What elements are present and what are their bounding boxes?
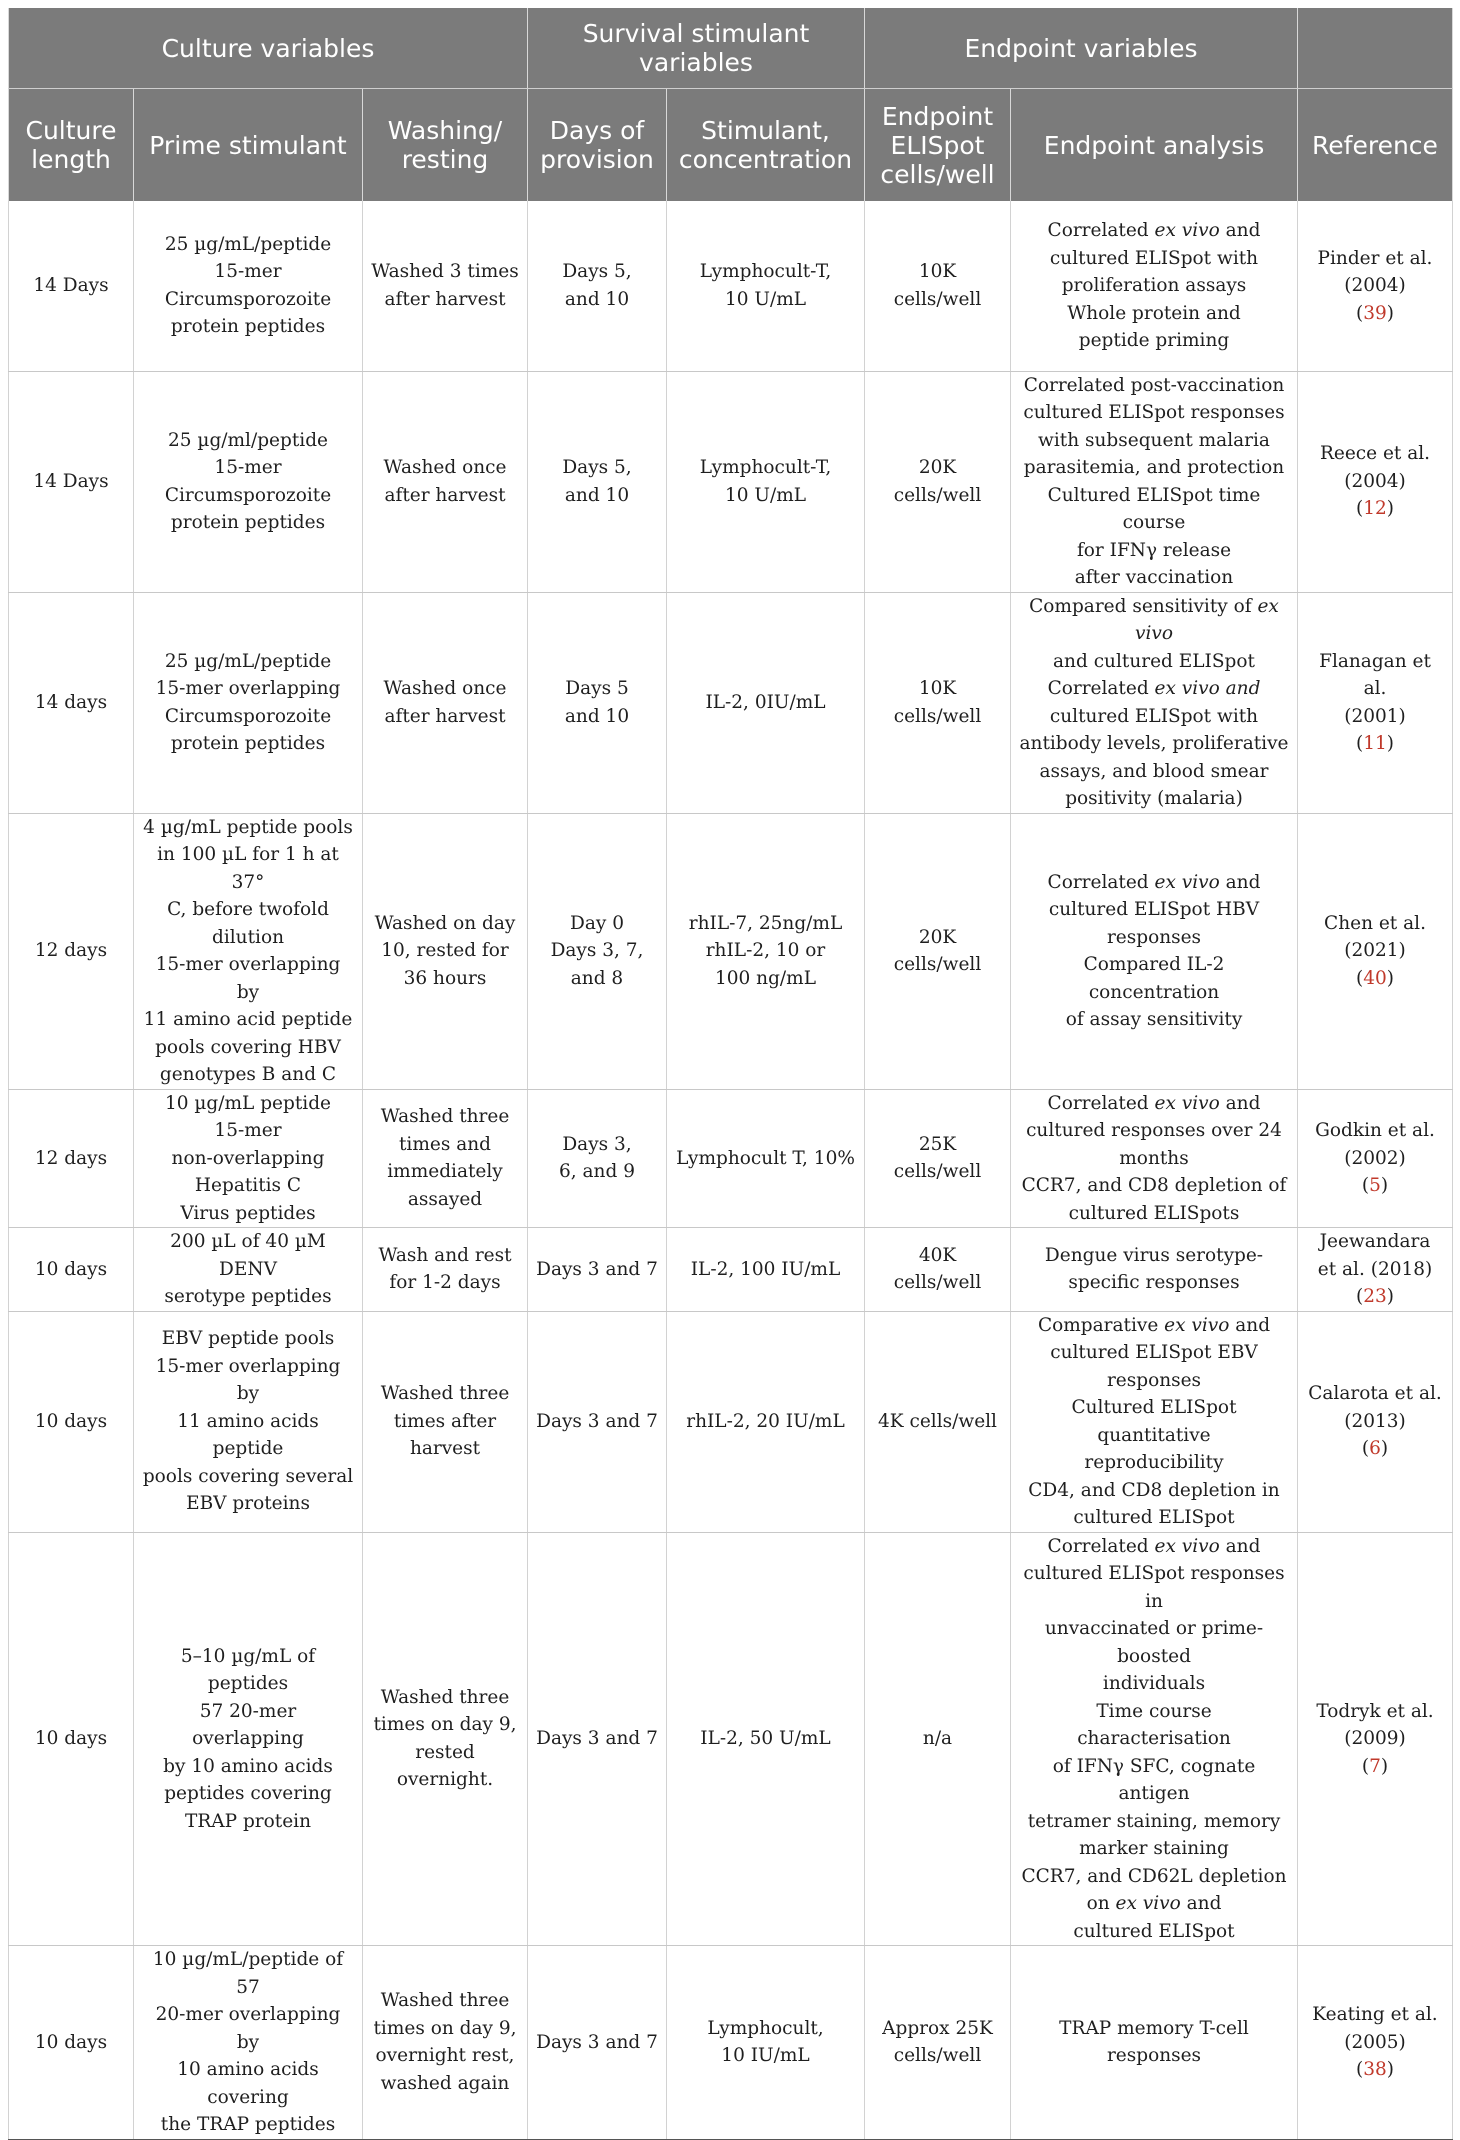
table-row	[9, 1532, 1453, 1946]
table-row	[9, 371, 1453, 592]
prime-stimulant-cell: 25 µg/ml/peptide 15-mer Circumsporozoite protein peptides	[134, 371, 363, 592]
culture-variables-table	[8, 8, 1453, 2140]
col-header-cells: Endpoint ELISpot cells/well	[865, 89, 1011, 202]
culture-length-cell: 14 days	[9, 592, 134, 813]
reference-cell: Todryk et al. (2009) (7)	[1298, 1532, 1453, 1946]
prime-stimulant-cell: 10 µg/mL peptide 15-mer non-overlapping Hepatitis C Virus peptides	[134, 1089, 363, 1228]
culture-length-cell: 14 Days	[9, 371, 134, 592]
prime-stimulant-cell: 200 µL of 40 µM DENV serotype peptides	[134, 1228, 363, 1312]
reference-link[interactable]: 23	[1363, 1286, 1387, 1307]
days-cell: Days 3 and 7	[528, 1532, 667, 1946]
stimulant-cell: Lymphocult T, 10%	[667, 1089, 865, 1228]
culture-length-cell: 10 days	[9, 1532, 134, 1946]
days-cell: Days 5 and 10	[528, 592, 667, 813]
cells-cell: Approx 25K cells/well	[865, 1946, 1011, 2140]
culture-length-cell: 10 days	[9, 1311, 134, 1532]
washing-cell: Washed once after harvest	[363, 371, 528, 592]
table-row	[9, 1228, 1453, 1312]
cells-cell: 10K cells/well	[865, 201, 1011, 371]
days-cell: Day 0 Days 3, 7, and 8	[528, 813, 667, 1089]
prime-stimulant-cell: 5–10 µg/mL of peptides 57 20-mer overlapping by 10 amino acids peptides covering TRAP protein	[134, 1532, 363, 1946]
prime-stimulant-cell: 4 µg/mL peptide pools in 100 µL for 1 h at 37° C, before twofold dilution 15-mer overlapping by 11 amino acid peptide pools covering HBV genotypes B and C	[134, 813, 363, 1089]
col-header-days: Days of provision	[528, 89, 667, 202]
washing-cell: Washed 3 times after harvest	[363, 201, 528, 371]
col-header-prime-stimulant: Prime stimulant	[134, 89, 363, 202]
washing-cell: Washed once after harvest	[363, 592, 528, 813]
reference-text: Reece et al. (2004)	[1319, 443, 1431, 492]
days-cell: Days 5, and 10	[528, 371, 667, 592]
table-body	[9, 201, 1453, 2139]
prime-stimulant-cell: 10 µg/mL/peptide of 57 20-mer overlapping by 10 amino acids covering the TRAP peptides	[134, 1946, 363, 2140]
stimulant-cell: IL-2, 100 IU/mL	[667, 1228, 865, 1312]
reference-cell: Flanagan et al. (2001) (11)	[1298, 592, 1453, 813]
stimulant-cell: Lymphocult, 10 IU/mL	[667, 1946, 865, 2140]
group-header-survival: Survival stimulant variables	[528, 8, 865, 89]
reference-cell: Reece et al. (2004) (12)	[1298, 371, 1453, 592]
culture-length-cell: 10 days	[9, 1946, 134, 2140]
cells-cell: 20K cells/well	[865, 813, 1011, 1089]
cells-cell: 40K cells/well	[865, 1228, 1011, 1312]
days-cell: Days 3, 6, and 9	[528, 1089, 667, 1228]
col-header-culture-length: Culture length	[9, 89, 134, 202]
group-header-endpoint: Endpoint variables	[865, 8, 1298, 89]
col-header-washing: Washing/ resting	[363, 89, 528, 202]
stimulant-cell: rhIL-2, 20 IU/mL	[667, 1311, 865, 1532]
prime-stimulant-cell: EBV peptide pools 15-mer overlapping by 11 amino acids peptide pools covering several EBV proteins	[134, 1311, 363, 1532]
table-row	[9, 813, 1453, 1089]
endpoint-analysis-cell: Correlated ex vivo and cultured ELISpot with proliferation assays Whole protein and peptide priming	[1011, 201, 1298, 371]
endpoint-analysis-cell: Correlated post-vaccination cultured ELISpot responses with subsequent malaria parasitemia, and protection Cultured ELISpot time course for IFNγ release after vaccination	[1011, 371, 1298, 592]
prime-stimulant-cell: 25 µg/mL/peptide 15-mer overlapping Circumsporozoite protein peptides	[134, 592, 363, 813]
stimulant-cell: Lymphocult-T, 10 U/mL	[667, 371, 865, 592]
table-row	[9, 201, 1453, 371]
endpoint-analysis-cell: Correlated ex vivo and cultured ELISpot responses in unvaccinated or prime-boosted individuals Time course characterisation of IFNγ SFC, cognate antigen tetramer staining, memory marker staining CCR7, and CD62L depletion on ex vivo and cultured ELISpot	[1011, 1532, 1298, 1946]
reference-text: Pinder et al. (2004)	[1317, 247, 1433, 296]
endpoint-analysis-cell: Correlated ex vivo and cultured ELISpot HBV responses Compared IL-2 concentration of assay sensitivity	[1011, 813, 1298, 1089]
washing-cell: Wash and rest for 1-2 days	[363, 1228, 528, 1312]
reference-text: Chen et al. (2021)	[1324, 912, 1426, 962]
reference-text: Godkin et al. (2002)	[1315, 1120, 1435, 1169]
group-header-row	[9, 8, 1453, 89]
endpoint-analysis-cell: TRAP memory T-cell responses	[1011, 1946, 1298, 2140]
col-header-analysis: Endpoint analysis	[1011, 89, 1298, 202]
reference-text: Keating et al. (2005)	[1312, 2004, 1438, 2053]
stimulant-cell: Lymphocult-T, 10 U/mL	[667, 201, 865, 371]
culture-length-cell: 10 days	[9, 1228, 134, 1312]
washing-cell: Washed three times and immediately assayed	[363, 1089, 528, 1228]
reference-link[interactable]: 40	[1363, 967, 1387, 989]
stimulant-cell: IL-2, 50 U/mL	[667, 1532, 865, 1946]
endpoint-analysis-cell: Compared sensitivity of ex vivo and cultured ELISpot Correlated ex vivo and cultured ELISpot with antibody levels, proliferative assays, and blood smear positivity (malaria)	[1011, 592, 1298, 813]
reference-text: Jeewandara et al. (2018)	[1317, 1231, 1433, 1280]
reference-cell: Chen et al. (2021) (40)	[1298, 813, 1453, 1089]
stimulant-cell: rhIL-7, 25ng/mL rhIL-2, 10 or 100 ng/mL	[667, 813, 865, 1089]
culture-length-cell: 14 Days	[9, 201, 134, 371]
washing-cell: Washed on day 10, rested for 36 hours	[363, 813, 528, 1089]
days-cell: Days 3 and 7	[528, 1946, 667, 2140]
reference-link[interactable]: 12	[1363, 498, 1387, 520]
column-header-row	[9, 89, 1453, 202]
endpoint-analysis-cell: Dengue virus serotype- specific responses	[1011, 1228, 1298, 1312]
reference-link[interactable]: 7	[1369, 1755, 1381, 1777]
cells-cell: 20K cells/well	[865, 371, 1011, 592]
reference-text: Calarota et al. (2013)	[1308, 1383, 1442, 1432]
days-cell: Days 3 and 7	[528, 1228, 667, 1312]
reference-link[interactable]: 11	[1363, 733, 1387, 754]
culture-table-container	[8, 8, 1452, 2140]
culture-length-cell: 12 days	[9, 813, 134, 1089]
reference-link[interactable]: 5	[1369, 1175, 1381, 1196]
reference-text: Flanagan et al. (2001)	[1319, 650, 1431, 727]
group-header-culture: Culture variables	[9, 8, 528, 89]
table-row	[9, 1089, 1453, 1228]
days-cell: Days 3 and 7	[528, 1311, 667, 1532]
washing-cell: Washed three times after harvest	[363, 1311, 528, 1532]
washing-cell: Washed three times on day 9, rested overnight.	[363, 1532, 528, 1946]
culture-length-cell: 12 days	[9, 1089, 134, 1228]
reference-cell: Godkin et al. (2002) (5)	[1298, 1089, 1453, 1228]
cells-cell: 10K cells/well	[865, 592, 1011, 813]
table-row	[9, 1311, 1453, 1532]
endpoint-analysis-cell: Comparative ex vivo and cultured ELISpot EBV responses Cultured ELISpot quantitative reproducibility CD4, and CD8 depletion in cultured ELISpot	[1011, 1311, 1298, 1532]
reference-link[interactable]: 6	[1369, 1438, 1381, 1460]
stimulant-cell: IL-2, 0IU/mL	[667, 592, 865, 813]
washing-cell: Washed three times on day 9, overnight rest, washed again	[363, 1946, 528, 2140]
cells-cell: n/a	[865, 1532, 1011, 1946]
prime-stimulant-cell: 25 µg/mL/peptide 15-mer Circumsporozoite protein peptides	[134, 201, 363, 371]
col-header-reference: Reference	[1298, 89, 1453, 202]
table-row	[9, 1946, 1453, 2140]
reference-text: Todryk et al. (2009)	[1316, 1700, 1434, 1749]
table-row	[9, 592, 1453, 813]
cells-cell: 25K cells/well	[865, 1089, 1011, 1228]
endpoint-analysis-cell: Correlated ex vivo and cultured responses over 24 months CCR7, and CD8 depletion of cultured ELISpots	[1011, 1089, 1298, 1228]
cells-cell: 4K cells/well	[865, 1311, 1011, 1532]
reference-cell: Jeewandara et al. (2018) (23)	[1298, 1228, 1453, 1312]
reference-link[interactable]: 39	[1363, 302, 1387, 324]
col-header-stimulant: Stimulant, concentration	[667, 89, 865, 202]
reference-cell: Calarota et al. (2013) (6)	[1298, 1311, 1453, 1532]
group-header-blank	[1298, 8, 1453, 89]
reference-cell: Keating et al. (2005) (38)	[1298, 1946, 1453, 2140]
reference-cell: Pinder et al. (2004) (39)	[1298, 201, 1453, 371]
reference-link[interactable]: 38	[1363, 2059, 1387, 2080]
days-cell: Days 5, and 10	[528, 201, 667, 371]
